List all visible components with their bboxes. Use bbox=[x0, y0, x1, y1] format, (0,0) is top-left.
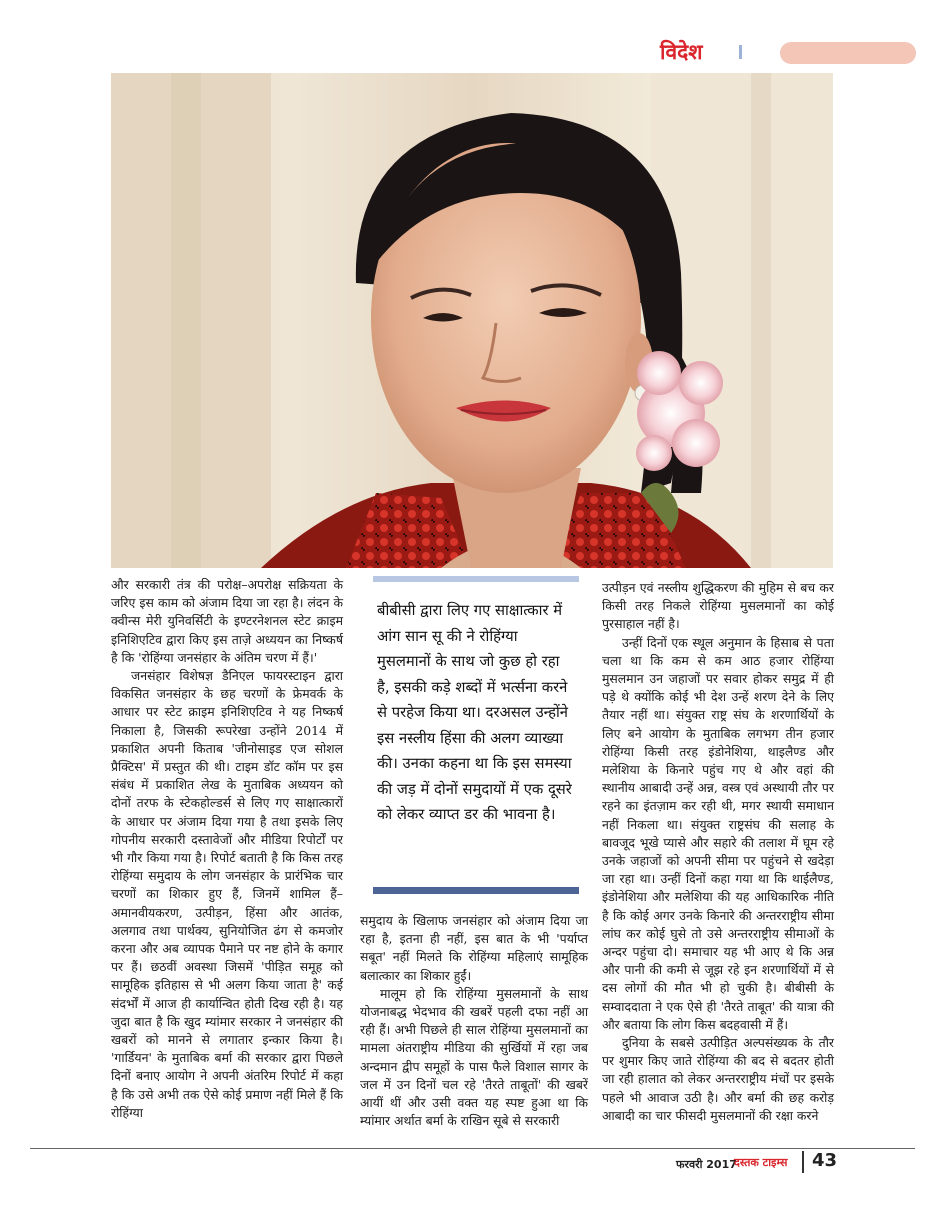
header-separator bbox=[739, 45, 742, 59]
paragraph: और सरकारी तंत्र की परोक्ष–अपरोक्ष सक्रियता के जरिए इस काम को अंजाम दिया जा रहा है। लंदन के क्वीन्स मेरी युनिवर्सिटी के इण्टरनेशनल स्टेट क्राइम इनिशिएटिव द्वारा किए इस ताज़े अध्ययन का निष्कर्ष है कि 'रोहिंग्या जनसंहार के अंतिम चरण में हैं।' bbox=[111, 577, 343, 665]
pull-quote bbox=[373, 576, 579, 828]
pull-quote-text: बीबीसी द्वारा लिए गए साक्षात्कार में आंग सान सू की ने रोहिंग्या मुसलमानों के साथ जो कुछ हो रहा है, इसकी कड़े शब्दों में भर्त्सना करने से परहेज किया था। दरअसल उन्होंने इस नस्लीय हिंसा की अलग व्याख्या की। उनका कहना था कि इस समस्या की जड़ में दोनों समुदायों में एक दूसरे को लेकर व्याप्त डर की भावना है। bbox=[377, 602, 572, 823]
article-column-3 bbox=[602, 579, 834, 1125]
article-column-2 bbox=[360, 912, 588, 1130]
paragraph: समुदाय के खिलाफ जनसंहार को अंजाम दिया जा रहा है, इतना ही नहीं, इस बात के भी 'पर्याप्त सबूत' नहीं मिलते कि रोहिंग्या महिलाएं सामूहिक बलात्कार का शिकार हुईं। bbox=[360, 913, 588, 983]
pull-quote-top-rule bbox=[373, 576, 579, 582]
paragraph: उत्पीड़न एवं नस्लीय शुद्धिकरण की मुहिम से बच कर किसी तरह निकले रोहिंग्या मुसलमानों का कोई पुरसाहाल नहीं है। bbox=[602, 580, 834, 632]
magazine-logo: दस्तक टाइम्स bbox=[734, 1156, 788, 1169]
header-pill-decoration bbox=[780, 42, 916, 64]
paragraph: दुनिया के सबसे उत्पीड़ित अल्पसंख्यक के तौर पर शुमार किए जाते रोहिंग्या की बद से बदतर होती जा रही हालात को लेकर अन्तरराष्ट्रीय मंचों पर इसके पहले भी आवाज उठी है। और बर्मा की छह करोड़ आबादी का चार फीसदी मुसलमानों की रक्षा करने bbox=[602, 1035, 834, 1123]
paragraph: जनसंहार विशेषज्ञ डैनिएल फायरस्टाइन द्वारा विकसित जनसंहार के छह चरणों के फ्रेमवर्क के आधार पर स्टेट क्राइम इनिशिएटिव ने यह निष्कर्ष निकाला है, जिसकी रूपरेखा उन्होंने 2014 में प्रकाशित अपनी किताब 'जीनोसाइड एज सोशल प्रैक्टिस' में प्रस्तुत की थी। टाइम डॉट कॉम पर इस संबंध में प्रकाशित लेख के मुताबिक अध्ययन को दोनों तरफ के स्टेकहोल्डर्स से लिए गए साक्षात्कारों के आधार पर अंजाम दिया गया है तथा इसके लिए गोपनीय सरकारी दस्तावेजों और मीडिया रिपोर्टों पर भी गौर किया गया है। रिपोर्ट बताती है कि किस तरह रोहिंग्या समुदाय के लोग जनसंहार के प्रारंभिक चार चरणों का शिकार हुए हैं, जिनमें शामिल हैं– अमानवीयकरण, उत्पीड़न, हिंसा और आतंक, अलगाव तथा पार्थक्य, सुनियोजित ढंग से कमजोर करना और अब व्यापक पैमाने पर नष्ट होने के कगार पर हैं। छठवीं अवस्था जिसमें 'पीड़ित समूह को सामूहिक इतिहास से भी अलग किया जाता है' कई संदर्भों में आज ही कार्यान्वित होती दिख रही है। यह जुदा बात है कि खुद म्यांमार सरकार ने जनसंहार की खबरों को मानने से लगातार इन्कार किया है। 'गार्डियन' के मुताबिक बर्मा की सरकार द्वारा पिछले दिनों बनाए आयोग ने अपनी अंतरिम रिपोर्ट में कहा है कि उसे अभी तक ऐसे कोई प्रमाण नहीं मिले हैं कि रोहिंग्या bbox=[111, 668, 343, 1120]
issue-date: फरवरी 2017 bbox=[676, 1158, 737, 1171]
page-number: 43 bbox=[812, 1150, 838, 1171]
portrait-photo bbox=[111, 73, 833, 568]
article-column-1 bbox=[111, 576, 343, 1122]
paragraph: मालूम हो कि रोहिंग्या मुसलमानों के साथ योजनाबद्ध भेदभाव की खबरें पहली दफा नहीं आ रही हैं। अभी पिछले ही साल रोहिंग्या मुसलमानों का मामला अंतराष्ट्रीय मीडिया की सुर्खियों में रहा जब अन्दमान द्वीप समूहों के पास फैले विशाल सागर के जल में उन दिनों चल रहे 'तैरते ताबूतों' की खबरें आयीं थीं और उसी वक्त यह स्पष्ट हुआ था कि म्यांमार अर्थात बर्मा के राखिन सूबे से सरकारी bbox=[360, 985, 588, 1129]
footer-divider bbox=[802, 1151, 804, 1173]
pull-quote-bottom-rule bbox=[373, 887, 579, 894]
footer-rule bbox=[30, 1148, 915, 1149]
paragraph: उन्हीं दिनों एक स्थूल अनुमान के हिसाब से पता चला था कि कम से कम आठ हजार रोहिंग्या मुसलमान उन जहाजों पर सवार होकर समुद्र में ही पड़े थे क्योंकि कोई भी देश उन्हें शरण देने के लिए तैयार नहीं था। संयुक्त राष्ट्र संघ के शरणार्थियों के लिए बने आयोग के मुताबिक लगभग तीन हजार रोहिंग्या किसी तरह इंडोनेशिया, थाइलैण्ड और मलेशिया के किनारे पहुंच गए थे और वहां की स्थानीय आबादी उन्हें अन्न, वस्त्र एवं अस्थायी तौर पर रहने का इंतज़ाम कर रही थी, मगर स्थायी समाधान नहीं निकला था। संयुक्त राष्ट्रसंघ की सलाह के बावजूद भूखे प्यासे और सहारे की तलाश में घूम रहे उनके जहाजों को अपनी सीमा पर पहुंचने से खदेड़ा जा रहा था। उन्हीं दिनों कहा गया था कि थाईलैण्ड, इंडोनेशिया और मलेशिया की यह आधिकारिक नीति है कि कोई अगर उनके किनारे की अन्तरराष्ट्रीय सीमा लांघ कर कोई घुसे तो उसे अन्तरराष्ट्रीय सीमाओं के अन्दर पहुंचा दो। समाचार यह भी आए थे कि अन्न और पानी की कमी से जूझ रहे इन शरणार्थियों में से दस लोगों की मौत भी हो चुकी है। बीबीसी के सम्वाददाता ने एक ऐसे ही 'तैरते ताबूत' की यात्रा की और बताया कि लोग किस बदहवासी में हैं। bbox=[602, 634, 834, 1032]
section-label: विदेश bbox=[660, 40, 703, 64]
